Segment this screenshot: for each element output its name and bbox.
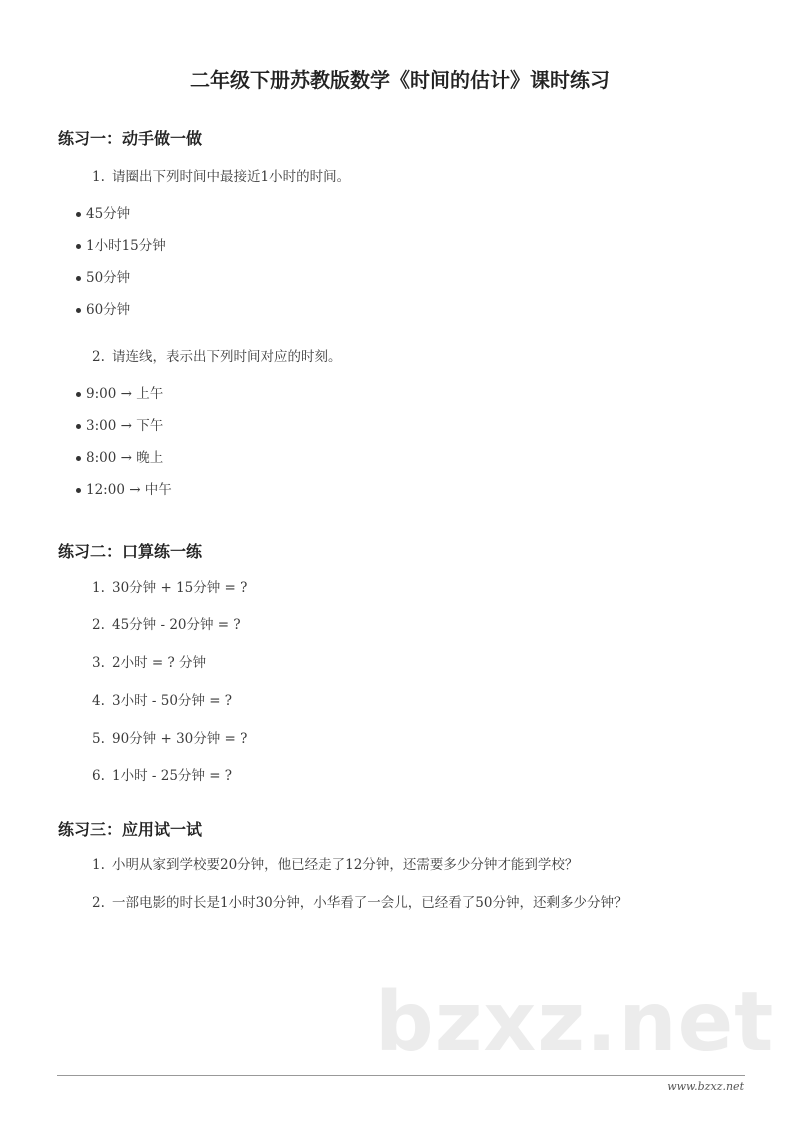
question-number: 2. — [92, 349, 105, 365]
list-item-text: 50分钟 — [86, 270, 131, 286]
question — [92, 613, 241, 633]
question-number: 2. — [92, 895, 105, 911]
bullet-icon — [76, 424, 81, 429]
question-text: 1小时 - 25分钟 = ? — [112, 768, 233, 784]
question — [92, 891, 627, 911]
question-text: 3小时 - 50分钟 = ? — [112, 693, 233, 709]
question-number: 1. — [92, 857, 105, 873]
question-number: 6. — [92, 768, 105, 784]
bullet-icon — [76, 212, 81, 217]
section-heading-3: 练习三：应用试一试 — [58, 820, 203, 839]
list-item — [76, 446, 163, 466]
question — [92, 764, 232, 784]
list-item — [76, 234, 166, 254]
list-item-text: 12:00 → 中午 — [86, 482, 172, 498]
question-number: 1. — [92, 580, 105, 596]
question — [92, 345, 342, 365]
question-text: 45分钟 - 20分钟 = ? — [112, 617, 241, 633]
list-item — [76, 266, 130, 286]
list-item — [76, 298, 130, 318]
list-item — [76, 478, 172, 498]
question-number: 2. — [92, 617, 105, 633]
footer-divider — [57, 1075, 745, 1076]
footer-url: www.bzxz.net — [667, 1080, 744, 1093]
list-item-text: 1小时15分钟 — [86, 238, 166, 254]
bullet-icon — [76, 276, 81, 281]
question-text: 90分钟 + 30分钟 = ? — [112, 731, 248, 747]
question — [92, 576, 247, 596]
watermark: bzxz.net — [375, 975, 775, 1070]
list-item — [76, 202, 130, 222]
section-heading-1: 练习一：动手做一做 — [58, 129, 203, 148]
list-item — [76, 414, 163, 434]
question-number: 5. — [92, 731, 105, 747]
section-heading-2: 练习二：口算练一练 — [58, 542, 203, 561]
question — [92, 727, 247, 747]
question — [92, 165, 350, 185]
list-item-text: 8:00 → 晚上 — [86, 450, 164, 466]
bullet-icon — [76, 488, 81, 493]
question — [92, 689, 232, 709]
question-number: 1. — [92, 169, 105, 185]
question-text: 2小时 = ? 分钟 — [112, 655, 207, 671]
question-number: 4. — [92, 693, 105, 709]
list-item-text: 3:00 → 下午 — [86, 418, 164, 434]
page-title: 二年级下册苏教版数学《时间的估计》课时练习 — [190, 68, 610, 92]
question-text: 30分钟 + 15分钟 = ? — [112, 580, 248, 596]
question-text: 一部电影的时长是1小时30分钟，小华看了一会儿，已经看了50分钟，还剩多少分钟？ — [112, 895, 628, 911]
list-item-text: 9:00 → 上午 — [86, 386, 164, 402]
list-item-text: 45分钟 — [86, 206, 131, 222]
list-item-text: 60分钟 — [86, 302, 131, 318]
question-text: 小明从家到学校要20分钟，他已经走了12分钟，还需要多少分钟才能到学校？ — [112, 857, 579, 873]
question-text: 请圈出下列时间中最接近1小时的时间。 — [112, 169, 351, 185]
bullet-icon — [76, 392, 81, 397]
bullet-icon — [76, 456, 81, 461]
question — [92, 853, 578, 873]
bullet-icon — [76, 308, 81, 313]
question-number: 3. — [92, 655, 105, 671]
list-item — [76, 382, 163, 402]
question — [92, 651, 206, 671]
question-text: 请连线，表示出下列时间对应的时刻。 — [112, 349, 342, 365]
bullet-icon — [76, 244, 81, 249]
